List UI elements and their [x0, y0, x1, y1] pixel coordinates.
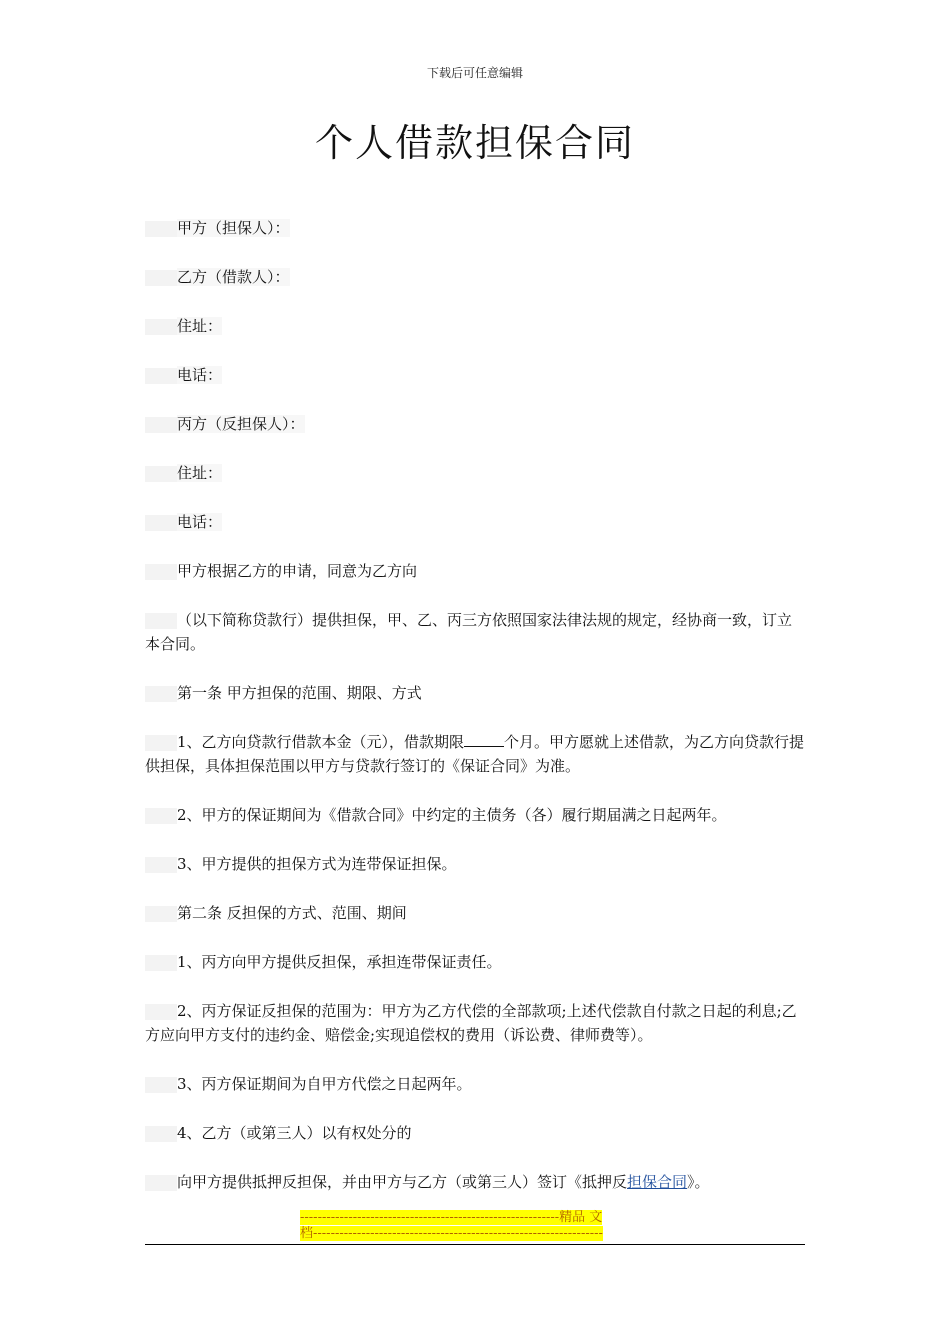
- field-party-c: 丙方（反担保人）：: [145, 412, 805, 436]
- article-2-item-4-continued: 向甲方提供抵押反担保，并由甲方与乙方（或第三人）签订《抵押反担保合同》。: [145, 1170, 805, 1194]
- article-2-item-4: 4、乙方（或第三人）以有权处分的: [145, 1121, 805, 1145]
- guarantee-contract-link[interactable]: 担保合同: [627, 1173, 688, 1191]
- article-1-item-2: 2、甲方的保证期间为《借款合同》中约定的主债务（各）履行期届满之日起两年。: [145, 803, 805, 827]
- footer-divider: [145, 1244, 805, 1245]
- field-address-c: 住址：: [145, 461, 805, 485]
- article-2-item-2: 2、丙方保证反担保的范围为：甲方为乙方代偿的全部款项;上述代偿款自付款之日起的利息;乙方应向甲方支付的违约金、赔偿金;实现追偿权的费用（诉讼费、律师费等）。: [145, 1002, 797, 1044]
- article-1-heading: 第一条 甲方担保的范围、期限、方式: [145, 681, 805, 705]
- article-1-item-3: 3、甲方提供的担保方式为连带保证担保。: [145, 852, 805, 876]
- intro-line-2: （以下简称贷款行）提供担保，甲、乙、丙三方依照国家法律法规的规定，经协商一致，订立本合同。: [145, 611, 793, 653]
- article-2-heading: 第二条 反担保的方式、范围、期间: [145, 901, 805, 925]
- intro-line-1: 甲方根据乙方的申请，同意为乙方向: [145, 559, 805, 583]
- field-party-b: 乙方（借款人）：: [145, 265, 805, 289]
- loan-term-blank: [464, 730, 504, 747]
- article-2-item-1: 1、丙方向甲方提供反担保，承担连带保证责任。: [145, 950, 805, 974]
- field-party-a: 甲方（担保人）：: [145, 216, 805, 240]
- field-phone-b: 电话：: [145, 363, 805, 387]
- document-title: 个人借款担保合同: [314, 121, 635, 165]
- field-phone-c: 电话：: [145, 510, 805, 534]
- article-2-item-3: 3、丙方保证期间为自甲方代偿之日起两年。: [145, 1072, 805, 1096]
- footer-watermark: -----------------------------------------------------------精品 文 档------------------------------------------------------------------: [300, 1210, 603, 1241]
- header-note: 下载后可任意编辑: [426, 66, 523, 80]
- article-1-item-1: 1、乙方向贷款行借款本金（元），借款期限 个月。甲方愿就上述借款，为乙方向贷款行提供担保，具体担保范围以甲方与贷款行签订的《保证合同》为准。: [145, 730, 805, 778]
- field-address-b: 住址：: [145, 314, 805, 338]
